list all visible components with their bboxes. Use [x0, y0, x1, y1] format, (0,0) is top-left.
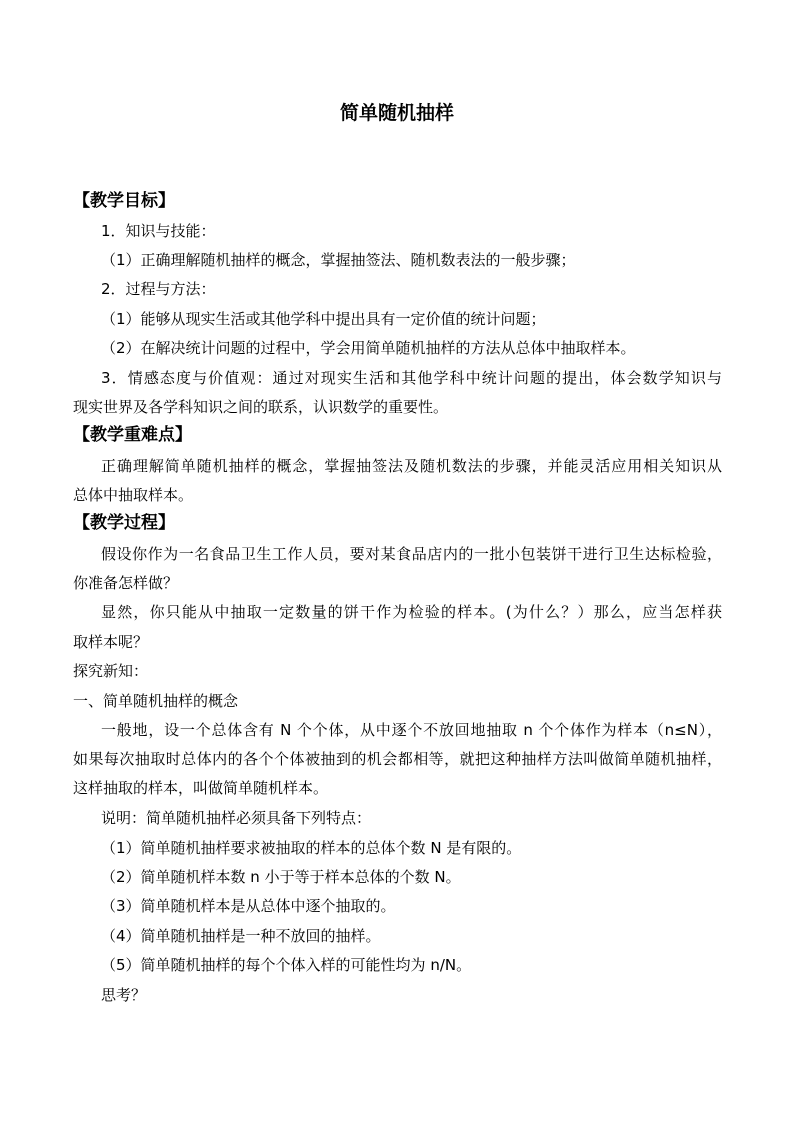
explore-label: 探究新知：	[73, 662, 149, 680]
emotion-line-1: 3．情感态度与价值观：通过对现实生活和其他学科中统计问题的提出，体会数学知识与	[101, 369, 722, 387]
key-points-line-1: 正确理解简单随机抽样的概念，掌握抽签法及随机数法的步骤，并能灵活应用相关知识从	[101, 457, 722, 475]
section-1-title: 一、简单随机抽样的概念	[73, 692, 239, 710]
key-points-line-2: 总体中抽取样本。	[73, 486, 194, 504]
feature-item: （5）简单随机抽样的每个个体入样的可能性均为 n/N。	[101, 956, 472, 974]
process-item-2: （2）在解决统计问题的过程中，学会用简单随机抽样的方法从总体中抽取样本。	[101, 339, 636, 357]
feature-item: （2）简单随机样本数 n 小于等于样本总体的个数 N。	[101, 868, 461, 886]
definition-line-2: 如果每次抽取时总体内的各个个体被抽到的机会都相等，就把这种抽样方法叫做简单随机抽样，	[73, 750, 722, 768]
knowledge-item-1: （1）正确理解随机抽样的概念，掌握抽签法、随机数表法的一般步骤；	[101, 251, 576, 269]
emotion-line-2: 现实世界及各学科知识之间的联系，认识数学的重要性。	[73, 398, 449, 416]
feature-item: （3）简单随机样本是从总体中逐个抽取的。	[101, 897, 396, 915]
sample-line-1: 显然，你只能从中抽取一定数量的饼干作为检验的样本。(为什么？）那么，应当怎样获	[101, 603, 722, 621]
feature-item: （4）简单随机抽样是一种不放回的抽样。	[101, 927, 381, 945]
definition-line-3: 这样抽取的样本，叫做简单随机样本。	[73, 779, 329, 797]
note-label: 说明：简单随机抽样必须具备下列特点：	[101, 809, 372, 827]
objectives-heading: 【教学目标】	[73, 191, 175, 211]
process-item-1: （1）能够从现实生活或其他学科中提出具有一定价值的统计问题；	[101, 310, 546, 328]
scenario-line-2: 你准备怎样做？	[73, 574, 179, 592]
page-title: 简单随机抽样	[339, 102, 454, 124]
scenario-line-1: 假设你作为一名食品卫生工作人员，要对某食品店内的一批小包装饼干进行卫生达标检验，	[101, 545, 722, 563]
process-label: 2．过程与方法：	[101, 280, 216, 298]
sample-line-2: 取样本呢？	[73, 633, 149, 651]
feature-item: （1）简单随机抽样要求被抽取的样本的总体个数 N 是有限的。	[101, 839, 522, 857]
definition-line-1: 一般地，设一个总体含有 N 个个体，从中逐个不放回地抽取 n 个个体作为样本（n≤N），	[101, 721, 722, 739]
key-points-heading: 【教学重难点】	[73, 425, 192, 445]
process-heading: 【教学过程】	[73, 513, 175, 533]
knowledge-label: 1．知识与技能：	[101, 222, 216, 240]
think-prompt: 思考？	[101, 986, 147, 1004]
